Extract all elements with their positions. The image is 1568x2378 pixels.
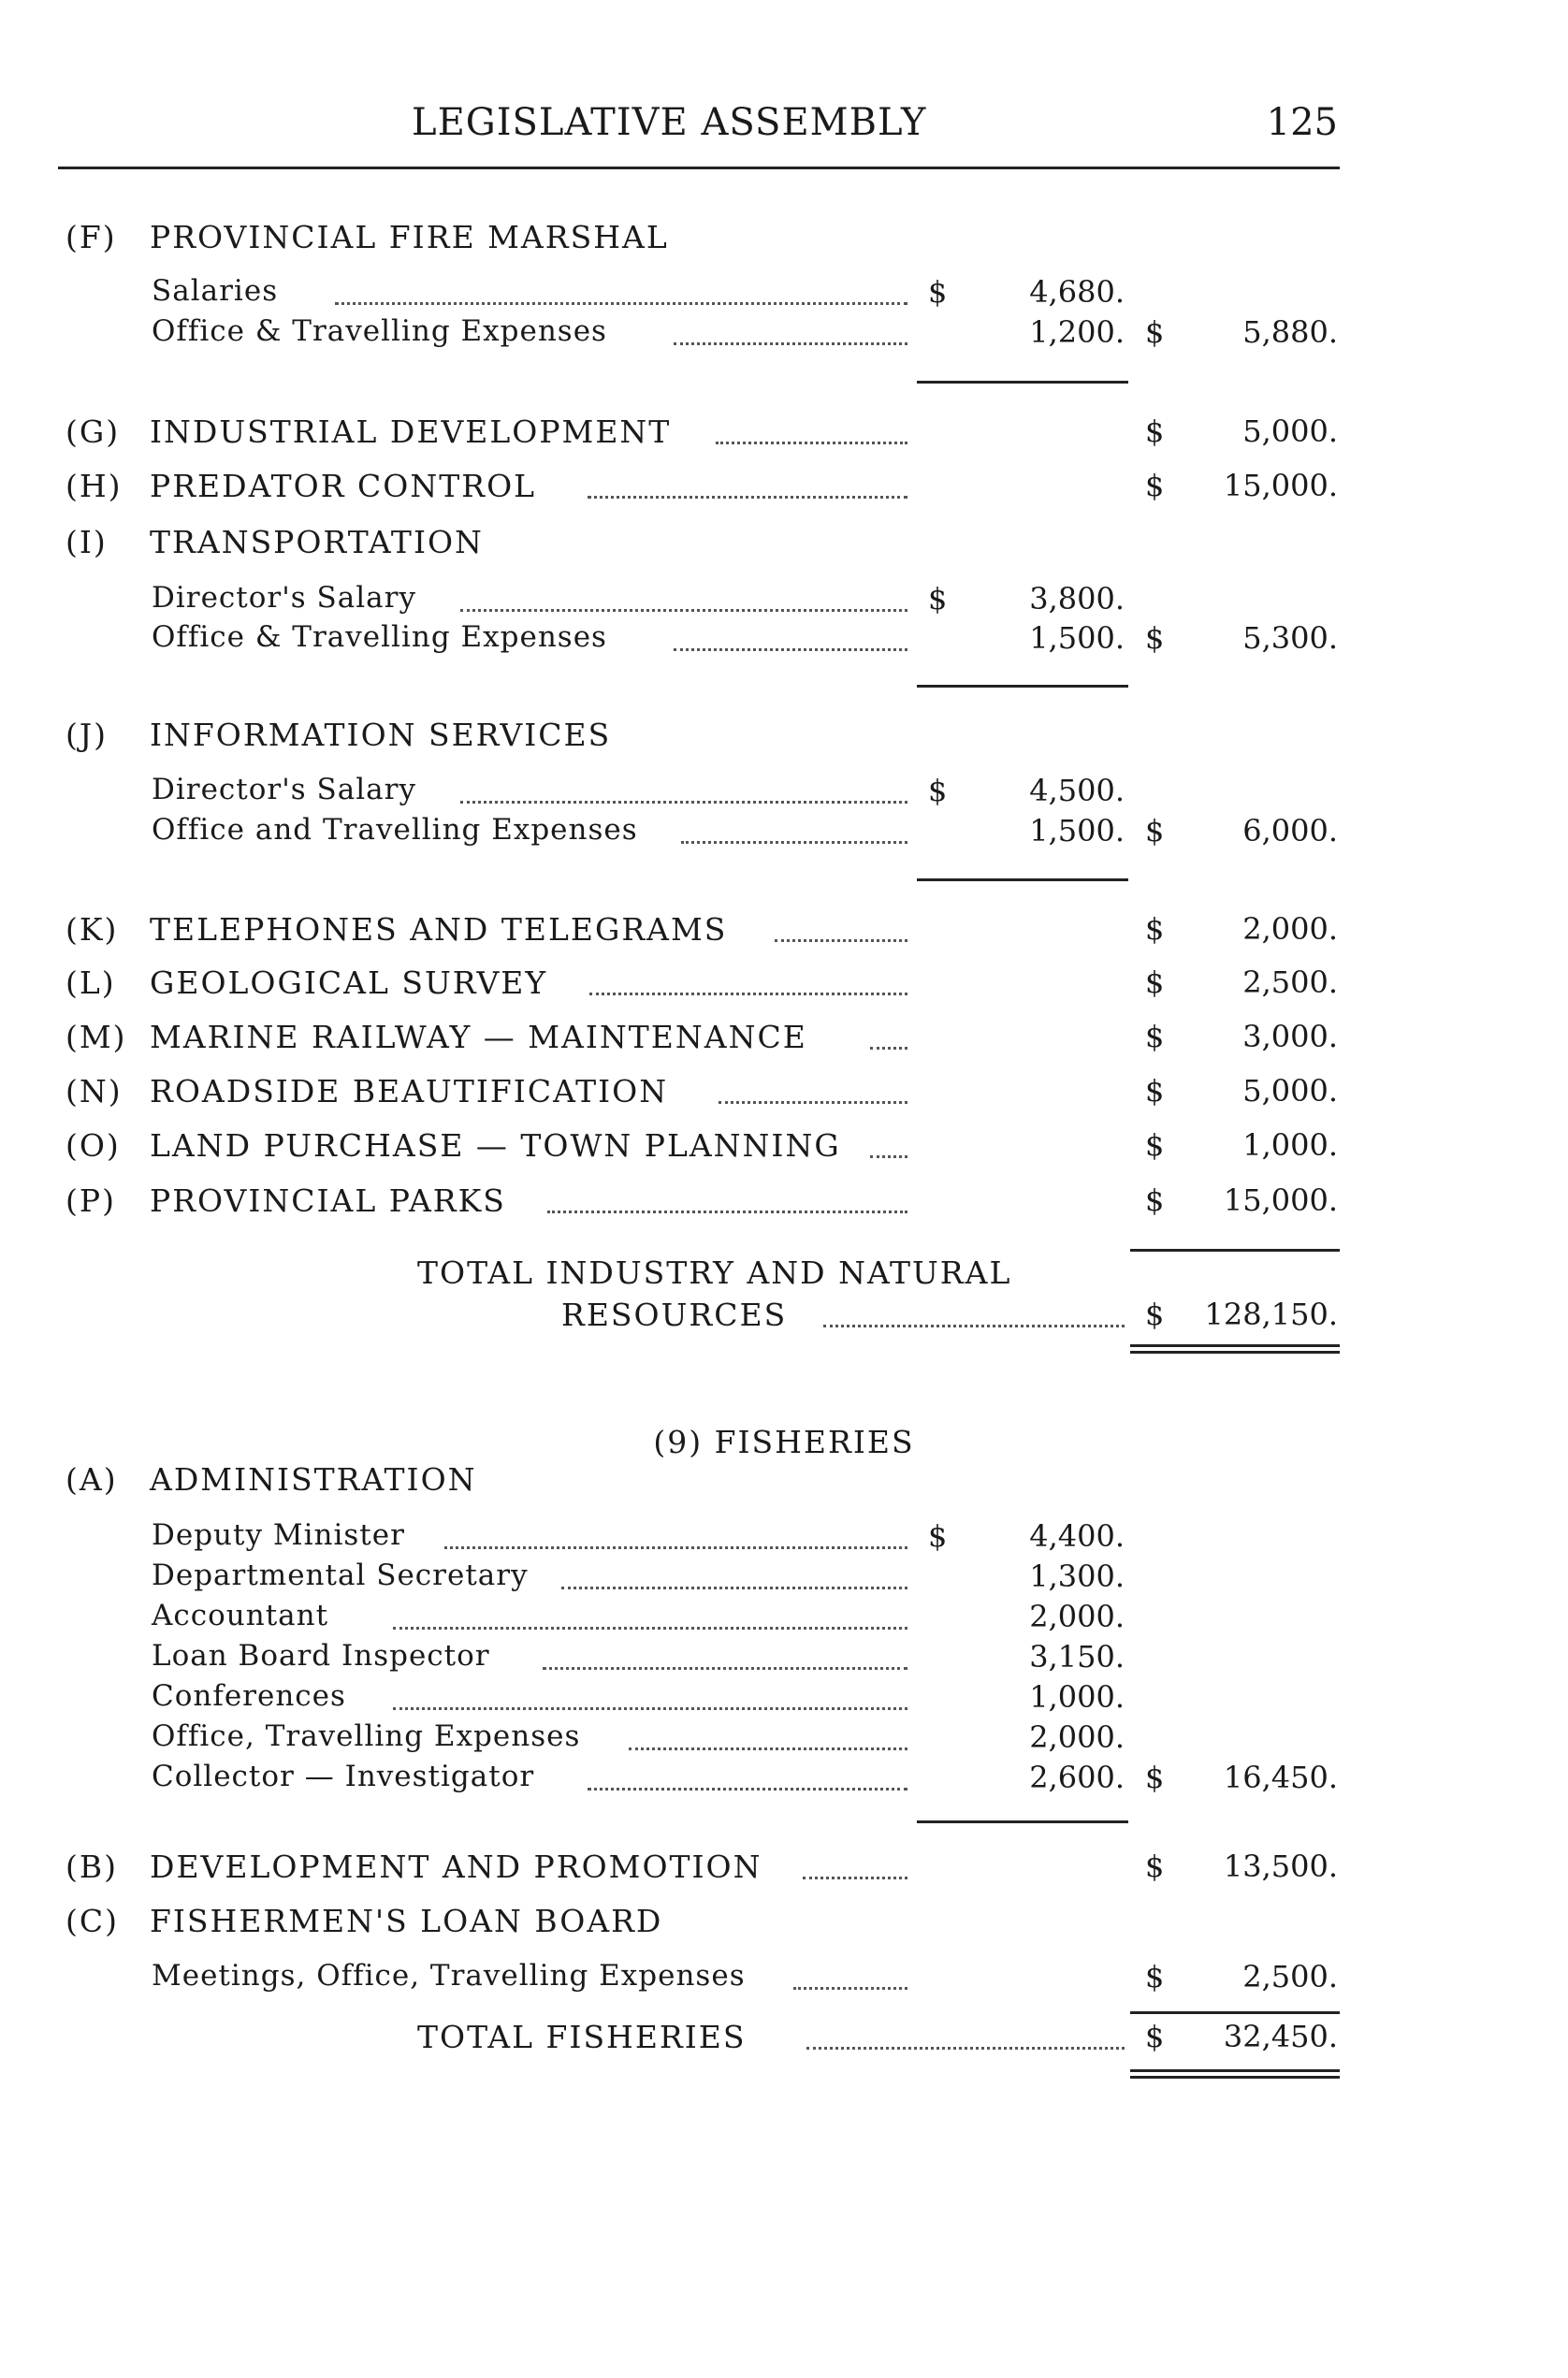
- subtotal-rule: [917, 1820, 1128, 1823]
- dot-leader: [716, 442, 907, 444]
- total-industry-label-line2: RESOURCES: [561, 1297, 788, 1333]
- double-rule: [1130, 2069, 1340, 2079]
- section-title: ROADSIDE BEAUTIFICATION: [150, 1073, 669, 1109]
- dollar-sign: $: [1145, 813, 1165, 848]
- subtotal-rule: [917, 878, 1128, 881]
- dot-leader: [460, 801, 907, 804]
- section-total: 2,000.: [1242, 911, 1338, 947]
- item-label: Office, Travelling Expenses: [152, 1719, 581, 1753]
- section-title: ADMINISTRATION: [150, 1461, 477, 1498]
- line-item: [0, 1599, 1568, 1640]
- item-label: Office and Travelling Expenses: [152, 813, 638, 847]
- section-letter: (A): [65, 1461, 118, 1498]
- section-letter: (I): [65, 524, 108, 560]
- dot-leader: [588, 496, 907, 499]
- line-item: [0, 620, 1568, 661]
- dot-leader: [793, 1987, 907, 1990]
- section-heading-a: [0, 1461, 1568, 1502]
- line-item: [0, 1518, 1568, 1559]
- section-total: 16,450.: [1223, 1760, 1338, 1795]
- section-total: 5,000.: [1242, 1073, 1338, 1109]
- item-label: Office & Travelling Expenses: [152, 314, 607, 348]
- section-heading-i: [0, 524, 1568, 565]
- line-item: [0, 1559, 1568, 1600]
- line-item: [0, 1760, 1568, 1801]
- total-fisheries-label: TOTAL FISHERIES: [417, 2019, 747, 2055]
- page-number: 125: [1266, 101, 1338, 144]
- dollar-sign: $: [1145, 1959, 1165, 1994]
- dot-leader: [681, 841, 907, 844]
- page-header-title: LEGISLATIVE ASSEMBLY: [412, 101, 927, 144]
- section-letter: (P): [65, 1182, 116, 1219]
- line-item: [0, 314, 1568, 355]
- dollar-sign: $: [1145, 1019, 1165, 1054]
- total-industry-label: TOTAL INDUSTRY AND NATURAL: [417, 1254, 1012, 1291]
- item-label: Office & Travelling Expenses: [152, 620, 607, 654]
- grand-total: 128,150.: [1204, 1297, 1338, 1332]
- section-letter: (F): [65, 219, 117, 255]
- section-title: MARINE RAILWAY — MAINTENANCE: [150, 1019, 807, 1055]
- section-title: LAND PURCHASE — TOWN PLANNING: [150, 1127, 841, 1164]
- item-label: Departmental Secretary: [152, 1559, 529, 1592]
- item-label: Collector — Investigator: [152, 1760, 535, 1793]
- item-label: Meetings, Office, Travelling Expenses: [152, 1959, 746, 1993]
- section-title: PREDATOR CONTROL: [150, 468, 537, 504]
- total-rule: [1130, 2011, 1340, 2014]
- dollar-sign: $: [1145, 413, 1165, 449]
- dollar-sign: $: [1145, 911, 1165, 947]
- fisheries-heading: (9) FISHERIES: [653, 1424, 915, 1460]
- item-amount: 2,000.: [1029, 1719, 1125, 1755]
- section-letter: (H): [65, 468, 123, 504]
- section-letter: (G): [65, 413, 121, 450]
- item-label: Loan Board Inspector: [152, 1639, 490, 1673]
- dot-leader: [393, 1707, 907, 1710]
- dot-leader: [674, 342, 907, 345]
- item-amount: 1,500.: [1029, 813, 1125, 848]
- item-label: Director's Salary: [152, 773, 416, 806]
- line-item: [0, 1959, 1568, 2000]
- section-total: 6,000.: [1242, 813, 1338, 848]
- dot-leader: [674, 648, 907, 651]
- section-heading-p: [0, 1182, 1568, 1224]
- dot-leader: [335, 302, 907, 305]
- subtotal-rule: [917, 685, 1128, 688]
- section-title: GEOLOGICAL SURVEY: [150, 964, 548, 1001]
- subtotal-rule: [917, 381, 1128, 384]
- total-fisheries-row: [0, 2019, 1568, 2060]
- line-item: [0, 1679, 1568, 1720]
- section-letter: (M): [65, 1019, 127, 1055]
- section-total: 2,500.: [1242, 964, 1338, 1000]
- dot-leader: [823, 1325, 1125, 1327]
- section-title: TELEPHONES AND TELEGRAMS: [150, 911, 728, 948]
- dollar-sign: $: [1145, 2019, 1165, 2054]
- grand-total: 32,450.: [1223, 2019, 1338, 2054]
- section-total: 5,300.: [1242, 620, 1338, 656]
- dollar-sign: $: [1145, 1127, 1165, 1163]
- dot-leader: [806, 2047, 1125, 2050]
- line-item: [0, 773, 1568, 814]
- line-item: [0, 581, 1568, 622]
- double-rule: [1130, 1344, 1340, 1354]
- dot-leader: [543, 1667, 907, 1670]
- section-title: PROVINCIAL PARKS: [150, 1182, 506, 1219]
- section-heading-k: [0, 911, 1568, 952]
- dollar-sign: $: [1145, 1297, 1165, 1332]
- section-title: DEVELOPMENT AND PROMOTION: [150, 1849, 762, 1885]
- item-label: Director's Salary: [152, 581, 416, 615]
- item-label: Accountant: [152, 1599, 329, 1632]
- dollar-sign: $: [1145, 1182, 1165, 1218]
- item-amount: 2,600.: [1029, 1760, 1125, 1795]
- item-amount: 1,300.: [1029, 1559, 1125, 1594]
- dot-leader: [719, 1101, 907, 1104]
- dot-leader: [588, 1788, 907, 1791]
- section-letter: (J): [65, 717, 108, 753]
- item-amount: 2,000.: [1029, 1599, 1125, 1634]
- dollar-sign: $: [1145, 964, 1165, 1000]
- section-heading-h: [0, 468, 1568, 509]
- dollar-sign: $: [928, 581, 948, 616]
- section-total: 2,500.: [1242, 1959, 1338, 1994]
- line-item: [0, 1719, 1568, 1761]
- line-item: [0, 1639, 1568, 1680]
- dot-leader: [870, 1155, 907, 1158]
- item-label: Conferences: [152, 1679, 346, 1713]
- section-heading-f: [0, 219, 1568, 260]
- section-heading-n: [0, 1073, 1568, 1114]
- item-label: Deputy Minister: [152, 1518, 405, 1552]
- section-letter: (N): [65, 1073, 123, 1109]
- item-amount: 3,150.: [1029, 1639, 1125, 1675]
- section-heading-m: [0, 1019, 1568, 1060]
- item-amount: 4,500.: [1029, 773, 1125, 808]
- section-letter: (L): [65, 964, 116, 1001]
- section-heading-b: [0, 1849, 1568, 1890]
- section-total: 13,500.: [1223, 1849, 1338, 1884]
- item-label: Salaries: [152, 274, 279, 308]
- dollar-sign: $: [928, 1518, 948, 1554]
- section-title: INDUSTRIAL DEVELOPMENT: [150, 413, 672, 450]
- section-total: 5,880.: [1242, 314, 1338, 350]
- dot-leader: [460, 609, 907, 612]
- section-title: TRANSPORTATION: [150, 524, 484, 560]
- dot-leader: [561, 1587, 907, 1589]
- section-total: 5,000.: [1242, 413, 1338, 449]
- section-letter: (B): [65, 1849, 118, 1885]
- section-letter: (C): [65, 1903, 119, 1939]
- dollar-sign: $: [1145, 620, 1165, 656]
- item-amount: 3,800.: [1029, 581, 1125, 616]
- item-amount: 1,000.: [1029, 1679, 1125, 1715]
- section-total: 1,000.: [1242, 1127, 1338, 1163]
- section-heading-l: [0, 964, 1568, 1006]
- total-rule: [1130, 1249, 1340, 1252]
- section-total: 3,000.: [1242, 1019, 1338, 1054]
- dollar-sign: $: [928, 773, 948, 808]
- section-letter: (O): [65, 1127, 121, 1164]
- item-amount: 1,500.: [1029, 620, 1125, 656]
- line-item: [0, 813, 1568, 854]
- dot-leader: [629, 1747, 907, 1750]
- section-heading-j: [0, 717, 1568, 758]
- section-heading-g: [0, 413, 1568, 455]
- section-heading-c: [0, 1903, 1568, 1944]
- section-title: PROVINCIAL FIRE MARSHAL: [150, 219, 669, 255]
- dollar-sign: $: [1145, 314, 1165, 350]
- dollar-sign: $: [1145, 1073, 1165, 1109]
- dollar-sign: $: [1145, 1849, 1165, 1884]
- section-title: FISHERMEN'S LOAN BOARD: [150, 1903, 663, 1939]
- dot-leader: [589, 993, 907, 995]
- dot-leader: [775, 939, 907, 942]
- section-total: 15,000.: [1223, 468, 1338, 503]
- dollar-sign: $: [1145, 468, 1165, 503]
- dot-leader: [444, 1546, 907, 1549]
- section-total: 15,000.: [1223, 1182, 1338, 1218]
- total-industry-row: [0, 1297, 1568, 1338]
- item-amount: 1,200.: [1029, 314, 1125, 350]
- item-amount: 4,400.: [1029, 1518, 1125, 1554]
- dot-leader: [393, 1627, 907, 1630]
- dot-leader: [547, 1211, 907, 1213]
- header-rule: [58, 167, 1340, 169]
- item-amount: 4,680.: [1029, 274, 1125, 310]
- section-title: INFORMATION SERVICES: [150, 717, 612, 753]
- section-letter: (K): [65, 911, 119, 948]
- dot-leader: [870, 1047, 907, 1050]
- dollar-sign: $: [928, 274, 948, 310]
- dollar-sign: $: [1145, 1760, 1165, 1795]
- line-item: [0, 274, 1568, 315]
- dot-leader: [803, 1877, 907, 1879]
- section-heading-o: [0, 1127, 1568, 1168]
